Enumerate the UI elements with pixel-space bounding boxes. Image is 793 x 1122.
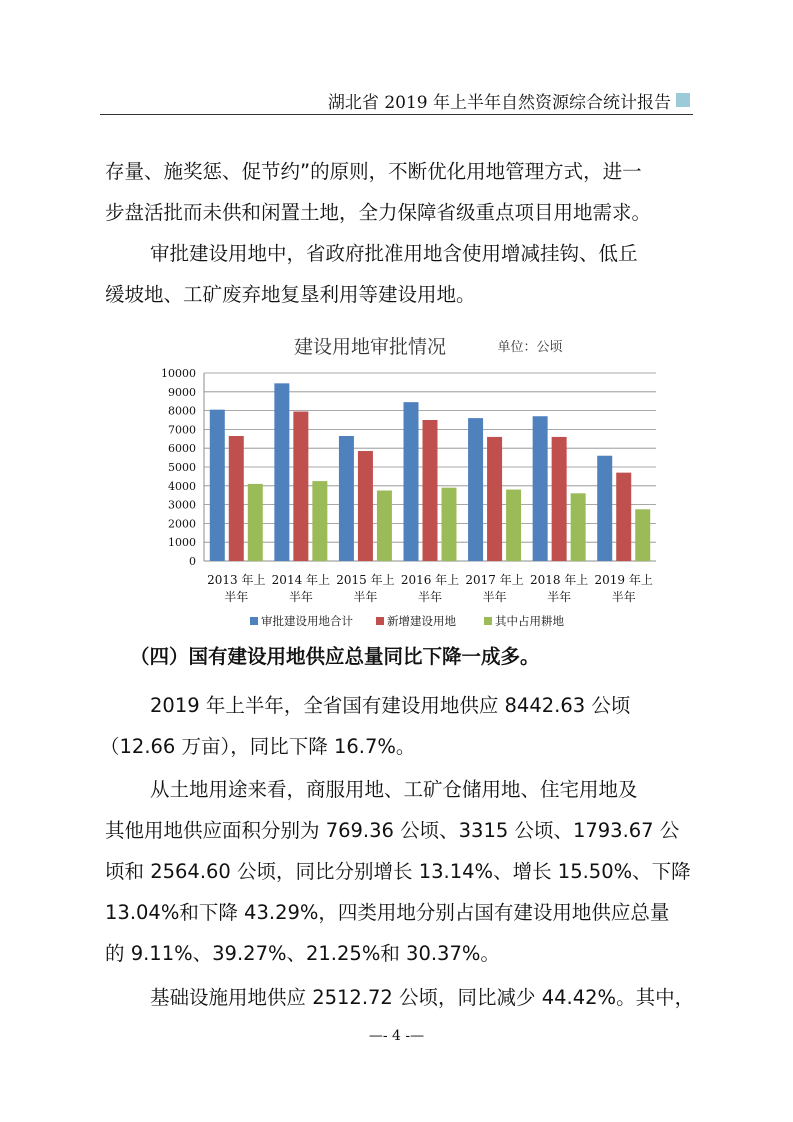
bar <box>210 410 225 561</box>
x-tick-label: 2018 年上 <box>529 573 589 587</box>
bar <box>274 383 289 561</box>
bar <box>248 484 263 561</box>
chart-title: 建设用地审批情况 <box>293 336 447 358</box>
y-tick-label: 3000 <box>168 498 196 512</box>
y-tick-label: 1000 <box>168 536 196 550</box>
x-tick-label: 半年 <box>482 590 507 604</box>
bar <box>597 456 612 561</box>
paragraph-line: 缓坡地、工矿废弃地复垦利用等建设用地。 <box>105 283 476 306</box>
paragraph-line: 从土地用途来看，商服用地、工矿仓储用地、住宅用地及 <box>150 778 638 801</box>
bar <box>506 490 521 561</box>
y-tick-label: 8000 <box>168 404 196 418</box>
x-tick-label: 半年 <box>547 590 572 604</box>
y-tick-label: 4000 <box>168 479 196 493</box>
legend-swatch <box>484 617 492 625</box>
y-tick-label: 10000 <box>161 367 196 380</box>
x-tick-label: 2019 年上 <box>594 573 653 587</box>
y-tick-label: 5000 <box>168 461 196 474</box>
section-heading: （四）国有建设用地供应总量同比下降一成多。 <box>130 645 540 668</box>
bar <box>293 412 308 561</box>
bar <box>487 437 502 561</box>
x-tick-label: 2017 年上 <box>465 573 524 587</box>
legend-label: 审批建设用地合计 <box>261 614 353 628</box>
x-tick-label: 半年 <box>224 590 249 604</box>
y-tick-label: 6000 <box>168 442 196 456</box>
header-title: 湖北省 2019 年上半年自然资源综合统计报告 <box>327 93 671 113</box>
bar <box>616 473 631 561</box>
paragraph-line: 13.04%和下降 43.29%，四类用地分别占国有建设用地供应总量 <box>105 901 670 924</box>
bar <box>229 436 244 561</box>
x-tick-label: 半年 <box>353 590 378 604</box>
x-tick-label: 2016 年上 <box>400 573 460 587</box>
paragraph-line: 审批建设用地中，省政府批准用地含使用增减挂钩、低丘 <box>150 242 638 265</box>
x-tick-label: 半年 <box>288 590 313 604</box>
paragraph-line: 基础设施用地供应 2512.72 公顷，同比减少 44.42%。其中， <box>150 986 695 1009</box>
bar <box>442 488 457 561</box>
header-square-icon <box>676 93 690 107</box>
x-tick-label: 半年 <box>611 590 636 604</box>
legend-label: 新增建设用地 <box>387 614 456 628</box>
y-tick-label: 0 <box>189 555 196 568</box>
legend-swatch <box>376 617 384 625</box>
x-tick-label: 2014 年上 <box>271 573 331 587</box>
bar <box>533 416 548 561</box>
approval-bar-chart <box>150 325 670 637</box>
paragraph-line: 的 9.11%、39.27%、21.25%和 30.37%。 <box>105 942 500 965</box>
x-tick-label: 2013 年上 <box>207 573 266 587</box>
bar <box>635 509 650 561</box>
bar <box>377 491 392 562</box>
bar <box>358 451 373 561</box>
legend-label: 其中占用耕地 <box>495 614 564 628</box>
paragraph-line: 2019 年上半年，全省国有建设用地供应 8442.63 公顷 <box>150 694 631 717</box>
y-tick-label: 7000 <box>168 423 196 437</box>
page-number: —- 4 -— <box>368 1028 425 1044</box>
bar <box>571 493 586 561</box>
page-header <box>100 80 693 115</box>
y-tick-label: 2000 <box>168 517 196 531</box>
bar <box>404 402 419 561</box>
bar <box>423 420 438 561</box>
paragraph-line: （12.66 万亩），同比下降 16.7%。 <box>100 735 416 758</box>
x-tick-label: 2015 年上 <box>336 573 395 587</box>
bar <box>339 436 354 561</box>
chart-unit: 单位：公顷 <box>497 340 563 355</box>
bar <box>468 418 483 561</box>
y-tick-label: 9000 <box>168 385 196 399</box>
bar <box>552 437 567 561</box>
paragraph-line: 存量、施奖惩、促节约”的原则，不断优化用地管理方式，进一 <box>105 160 642 183</box>
legend-swatch <box>250 617 258 625</box>
paragraph-line: 其他用地供应面积分别为 769.36 公顷、3315 公顷、1793.67 公 <box>105 819 680 842</box>
paragraph-line: 步盘活批而未供和闲置土地，全力保障省级重点项目用地需求。 <box>105 201 652 224</box>
x-tick-label: 半年 <box>417 590 443 604</box>
paragraph-line: 顷和 2564.60 公顷，同比分别增长 13.14%、增长 15.50%、下降 <box>105 860 691 883</box>
bar <box>312 481 327 561</box>
